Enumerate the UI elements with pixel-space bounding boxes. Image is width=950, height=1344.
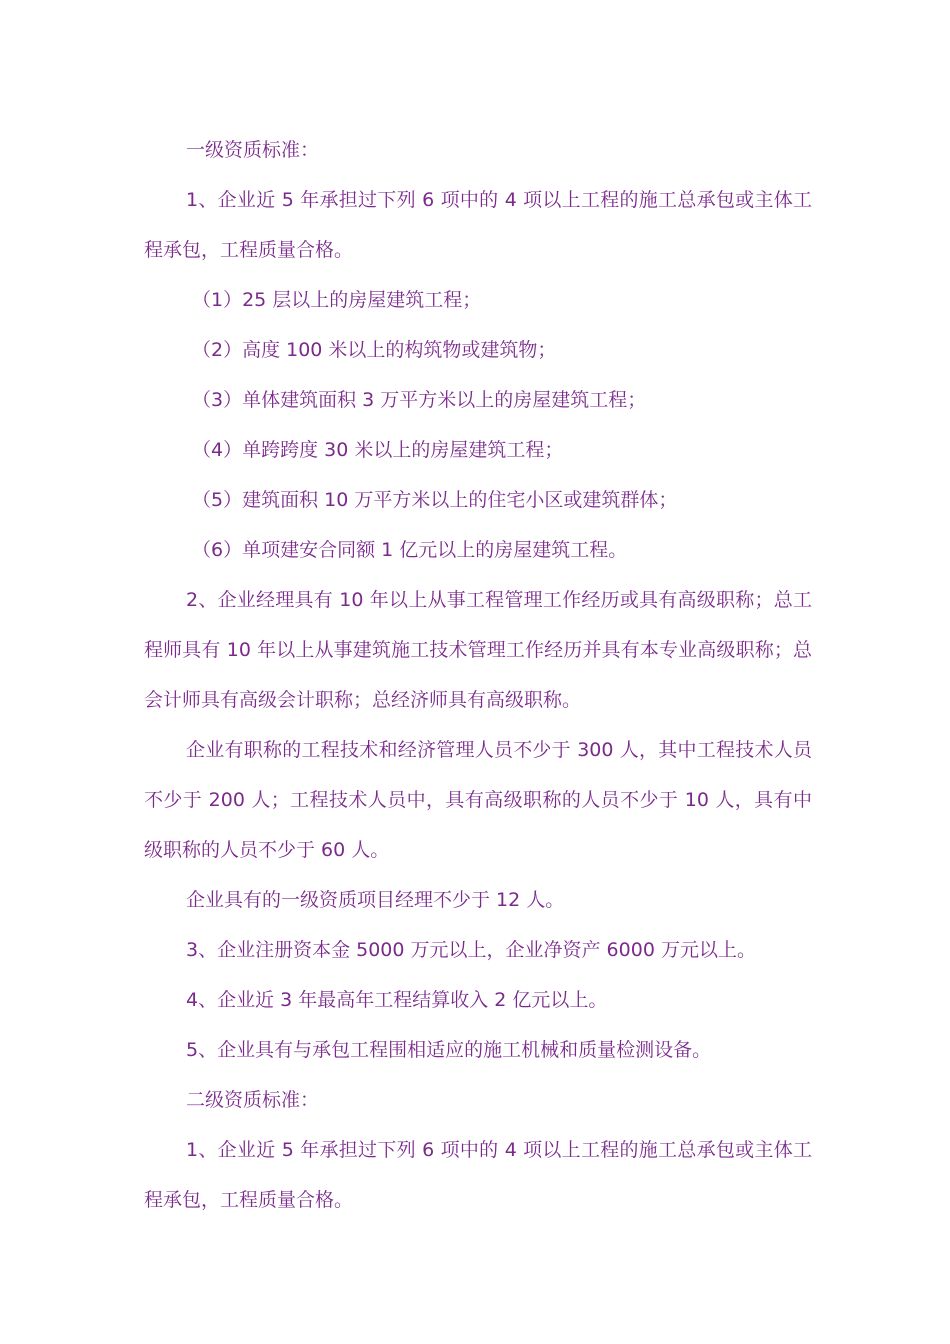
sub-item-6: （6）单项建安合同额 1 亿元以上的房屋建筑工程。 [192,539,628,561]
sub-item-5: （5）建筑面积 10 万平方米以上的住宅小区或建筑群体； [192,489,678,511]
paragraph-project-managers: 企业具有的一级资质项目经理不少于 12 人。 [186,889,565,911]
paragraph-level-2-item-1: 1、企业近 5 年承担过下列 6 项中的 4 项以上工程的施工总承包或主体工程承包，工程质量合格。 [144,1139,812,1211]
sub-item-2: （2）高度 100 米以上的构筑物或建筑物； [192,339,557,361]
section-heading-level-2: 二级资质标准： [186,1089,320,1111]
paragraph-item-2: 2、企业经理具有 10 年以上从事工程管理工作经历或具有高级职称；总工程师具有 10 年以上从事建筑施工技术管理工作经历并具有本专业高级职称；总会计师具有高级会计职称；总经济师具有高级职称。 [144,589,812,711]
sub-item-3: （3）单体建筑面积 3 万平方米以上的房屋建筑工程； [192,389,647,411]
paragraph-staff: 企业有职称的工程技术和经济管理人员不少于 300 人，其中工程技术人员不少于 200 人；工程技术人员中，具有高级职称的人员不少于 10 人，具有中级职称的人员不少于 60 人。 [144,739,812,861]
paragraph-item-4: 4、企业近 3 年最高年工程结算收入 2 亿元以上。 [186,989,608,1011]
paragraph-item-3: 3、企业注册资本金 5000 万元以上，企业净资产 6000 万元以上。 [186,939,756,961]
sub-item-1: （1）25 层以上的房屋建筑工程； [192,289,482,311]
sub-item-4: （4）单跨跨度 30 米以上的房屋建筑工程； [192,439,564,461]
document-body [144,125,812,1225]
section-heading-level-1: 一级资质标准： [186,139,320,161]
paragraph-item-5: 5、企业具有与承包工程围相适应的施工机械和质量检测设备。 [186,1039,712,1061]
paragraph-item-1: 1、企业近 5 年承担过下列 6 项中的 4 项以上工程的施工总承包或主体工程承包，工程质量合格。 [144,189,812,261]
